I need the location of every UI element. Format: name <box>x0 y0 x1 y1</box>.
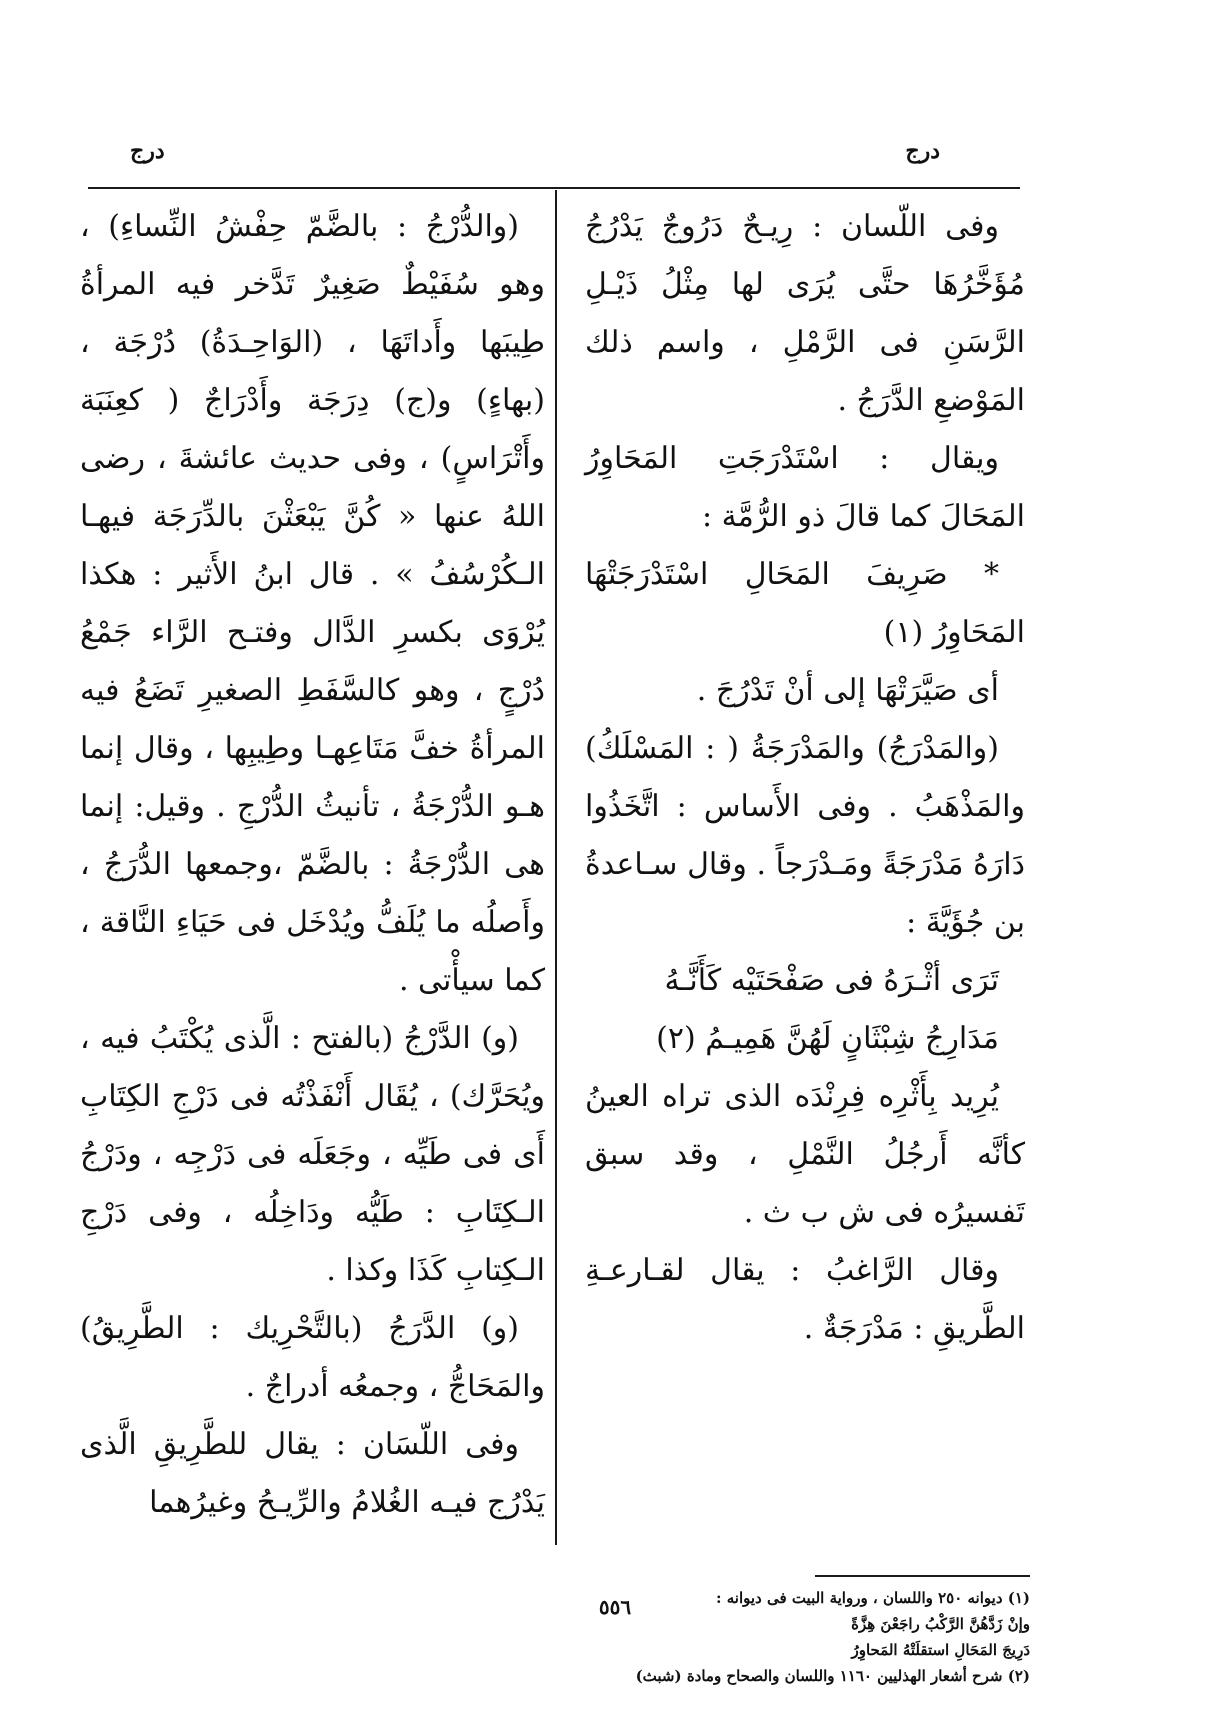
left-column <box>80 198 545 1532</box>
paragraph: ويقال : اسْتَدْرَجَتِ المَحَاوِرُ المَحَالَ كما قالَ ذو الرُّمَّة : <box>585 441 1025 534</box>
header-rule <box>88 187 1020 189</box>
footnote: (٢) شرح أشعار الهذليين ١١٦٠ واللسان والصحاح ومادة (شبث) <box>635 1667 1030 1685</box>
paragraph: (و) الدَّرَجُ (بالتَّحْرِيك : الطَّرِيقُ) والمَحَاجُّ ، وجمعُه أدراجٌ . <box>80 1311 545 1404</box>
right-column <box>585 198 1025 1358</box>
running-head-left: درج <box>130 138 165 164</box>
column-divider <box>555 190 557 1545</box>
paragraph: (والمَدْرَجُ) والمَدْرَجَةُ ( : المَسْلَكُ) والمَذْهَبُ . وفى الأَساس : اتَّخَذُوا دَارَهُ مَدْرَجَةً ومَـدْرَجاً . وقال سـاعدةُ بن جُؤَيَّةَ : <box>585 731 1025 940</box>
footnote-rule <box>815 1575 1030 1577</box>
footnote-verse: دَرِيجَ المَحَالِ استقلَتْهُ المَحاوِرُ <box>851 1641 1030 1659</box>
footnote: (١) ديوانه ٢٥٠ واللسان ، ورواية البيت فى ديوانه : <box>715 1589 1030 1607</box>
footnote-verse: وإنْ زَدَّهُنَّ الرَّكْبُ راجَعْنَ هِزَّةً <box>851 1615 1030 1633</box>
running-head-right: درج <box>905 138 940 164</box>
paragraph: وقال الرَّاغبُ : يقال لقـارعـةِ الطَّريقِ : مَدْرَجَةٌ . <box>585 1253 1025 1346</box>
verse-line: مَدَارِجُ شِبْثَانٍ لَهُنَّ هَمِيـمُ (٢) <box>656 1021 999 1056</box>
paragraph: يُرِيد بِأَثْرِه فِرِنْدَه الذى تراه العينُ كأنَّه أَرجُلُ النَّمْلِ ، وقد سبق تَفسيرُه فى ش ب ث . <box>585 1079 1025 1230</box>
paragraph: وفى اللّسان : رِيـحٌ دَرُوجٌ يَدْرُجُ مُؤَخَّرُهَا حتَّى يُرَى لها مِثْلُ ذَيْـلِ الرَّسَنِ فى الرَّمْلِ ، واسم ذلك المَوْضعِ الدَّرَجُ . <box>585 209 1025 418</box>
verse-line: * صَرِيفَ المَحَالِ اسْتَدْرَجَتْهَا المَحَاوِرُ (١) <box>585 557 1025 650</box>
paragraph: أى صَيَّرَتْهَا إلى أنْ تَدْرُجَ . <box>696 673 999 708</box>
paragraph: (و) الدَّرْجُ (بالفتح : الَّذى يُكْتَبُ فيه ، ويُحَرَّك) ، يُقَال أَنْفَذْتُه فى دَرْجِ الكِتَابِ أَى فى طَيِّه ، وجَعَلَه فى دَرْجِه ، ودَرْجُ الـكِتَابِ : طَيُّه ودَاخِلُه ، وفى دَرْجِ الـكِتابِ كَذَا وكذا . <box>80 1021 545 1288</box>
page-number: ٥٥٦ <box>598 1595 632 1619</box>
verse-line: تَرَى أثْـرَهُ فى صَفْحَتَيْه كَأَنَّـهُ <box>664 963 999 998</box>
paragraph: (والدُّرْجُ : بالضَّمّ حِفْشُ النِّساءِ) ، وهو سُفَيْطٌ صَغِيرٌ تَدَّخر فيه المرأةُ طِيبَها وأَداتَهَا ، (الوَاحِـدَةُ) دُرْجَة ، (بهاءٍ) و(ج) دِرَجَة وأَدْرَاجٌ ( كعِنَبَة وأَتْرَاسٍ) ، وفى حديث عائشةَ ، رضى اللهُ عنها « كُنَّ يَبْعَثْنَ بالدِّرَجَة فيهـا الـكُرْسُفُ » . قال ابنُ الأَثير : هكذا يُرْوَى بكسرِ الدَّال وفتـح الرَّاء جَمْعُ دُرْجٍ ، وهو كالسَّفَطِ الصغيرِ تَضَعُ فيه المرأةُ خفَّ مَتَاعِهـا وطِيبِها ، وقال إنما هـو الدُّرْجَةُ ، تأنيثُ الدُّرْجِ . وقيل: إنما هى الدُّرْجَةُ : بالضَّمّ ،وجمعها الدُّرَجُ ، وأَصلُه ما يُلَفُّ ويُدْخَل فى حَيَاءِ النَّاقة ، كما سيأْتى . <box>80 209 545 998</box>
paragraph: وفى اللّسَان : يقال للطَّرِيقِ الَّذى يَدْرُج فيـه الغُلامُ والرِّيـحُ وغيرُهما <box>80 1427 545 1520</box>
